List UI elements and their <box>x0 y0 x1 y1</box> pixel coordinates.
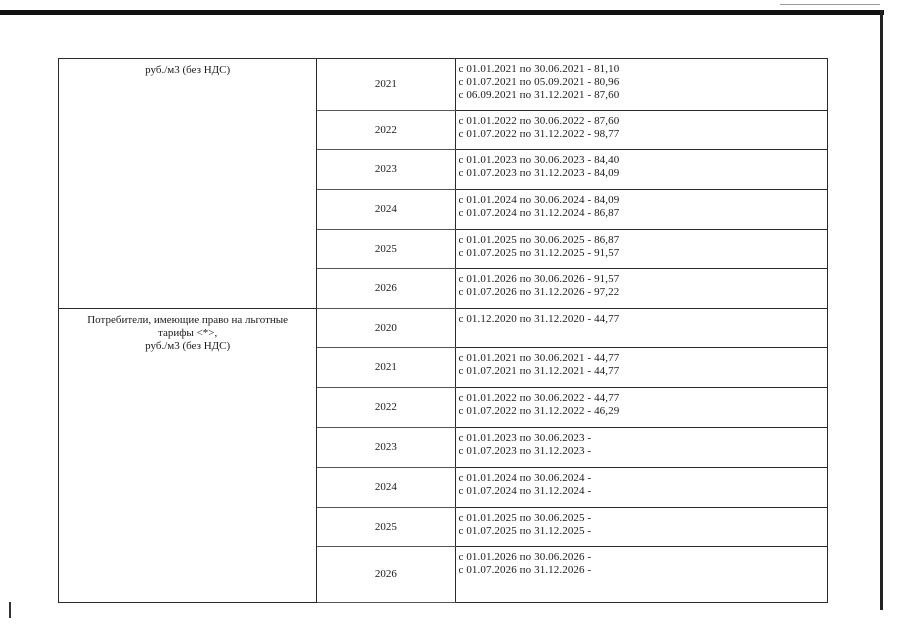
tariff-period-line: с 01.01.2026 по 30.06.2026 - <box>458 551 592 563</box>
tariff-table-body <box>59 59 828 603</box>
year-cell: 2026 <box>317 269 455 309</box>
scan-left-mark <box>9 602 11 618</box>
consumer-category-text: тарифы <*>, <box>158 327 218 339</box>
tariff-period-line: с 01.07.2021 по 31.12.2021 - 44,77 <box>458 365 620 377</box>
year-cell: 2025 <box>317 508 455 547</box>
tariff-periods-cell <box>455 428 828 468</box>
year-cell: 2024 <box>317 190 455 230</box>
tariff-periods-cell <box>455 59 828 111</box>
tariff-period-line: с 06.09.2021 по 31.12.2021 - 87,60 <box>458 89 620 101</box>
consumer-category-text: руб./м3 (без НДС) <box>145 340 231 352</box>
year-cell: 2022 <box>317 388 455 428</box>
tariff-period-line: с 01.01.2021 по 30.06.2021 - 44,77 <box>458 352 620 364</box>
year-cell: 2023 <box>317 428 455 468</box>
scan-top-hairline <box>780 4 880 5</box>
year-cell: 2023 <box>317 150 455 190</box>
tariff-periods-cell <box>455 309 828 348</box>
year-cell: 2025 <box>317 230 455 269</box>
tariff-periods-cell <box>455 269 828 309</box>
tariff-period-line: с 01.01.2025 по 30.06.2025 - 86,87 <box>458 234 620 246</box>
tariff-periods-cell <box>455 348 828 388</box>
year-cell: 2021 <box>317 348 455 388</box>
tariff-period-line: с 01.07.2023 по 31.12.2023 - 84,09 <box>458 167 620 179</box>
tariff-period-line: с 01.07.2022 по 31.12.2022 - 46,29 <box>458 405 620 417</box>
tariff-period-line: с 01.07.2026 по 31.12.2026 - <box>458 564 592 576</box>
year-cell: 2021 <box>317 59 455 111</box>
tariff-period-line: с 01.01.2022 по 30.06.2022 - 87,60 <box>458 115 620 127</box>
scan-top-border <box>0 10 884 15</box>
tariff-period-line: с 01.07.2024 по 31.12.2024 - <box>458 485 592 497</box>
tariff-periods-cell <box>455 190 828 230</box>
tariff-period-line: с 01.01.2023 по 30.06.2023 - <box>458 432 592 444</box>
tariff-period-line: с 01.01.2026 по 30.06.2026 - 91,57 <box>458 273 620 285</box>
tariff-period-line: с 01.01.2022 по 30.06.2022 - 44,77 <box>458 392 620 404</box>
table-row <box>59 59 828 111</box>
tariff-period-line: с 01.12.2020 по 31.12.2020 - 44,77 <box>458 313 620 325</box>
table-row <box>59 309 828 348</box>
year-cell: 2026 <box>317 547 455 603</box>
tariff-periods-cell <box>455 547 828 603</box>
tariff-periods-cell <box>455 150 828 190</box>
consumer-category-text: руб./м3 (без НДС) <box>145 64 231 76</box>
tariff-period-line: с 01.01.2023 по 30.06.2023 - 84,40 <box>458 154 620 166</box>
tariff-periods-cell <box>455 111 828 150</box>
tariff-period-line: с 01.07.2023 по 31.12.2023 - <box>458 445 592 457</box>
consumer-category-cell <box>59 309 317 603</box>
tariff-period-line: с 01.07.2021 по 05.09.2021 - 80,96 <box>458 76 620 88</box>
tariff-periods-cell <box>455 388 828 428</box>
year-cell: 2020 <box>317 309 455 348</box>
tariff-period-line: с 01.01.2025 по 30.06.2025 - <box>458 512 592 524</box>
consumer-category-cell <box>59 59 317 309</box>
tariff-periods-cell <box>455 230 828 269</box>
consumer-category-text: Потребители, имеющие право на льготные <box>87 314 289 326</box>
tariff-period-line: с 01.07.2026 по 31.12.2026 - 97,22 <box>458 286 620 298</box>
scan-right-border <box>880 10 883 610</box>
tariff-period-line: с 01.07.2024 по 31.12.2024 - 86,87 <box>458 207 620 219</box>
year-cell: 2022 <box>317 111 455 150</box>
tariff-period-line: с 01.01.2021 по 30.06.2021 - 81,10 <box>458 63 620 75</box>
tariff-period-line: с 01.07.2025 по 31.12.2025 - <box>458 525 592 537</box>
tariff-table <box>58 58 828 603</box>
year-cell: 2024 <box>317 468 455 508</box>
tariff-periods-cell <box>455 508 828 547</box>
tariff-period-line: с 01.07.2022 по 31.12.2022 - 98,77 <box>458 128 620 140</box>
tariff-period-line: с 01.01.2024 по 30.06.2024 - 84,09 <box>458 194 620 206</box>
tariff-periods-cell <box>455 468 828 508</box>
tariff-period-line: с 01.01.2024 по 30.06.2024 - <box>458 472 592 484</box>
tariff-period-line: с 01.07.2025 по 31.12.2025 - 91,57 <box>458 247 620 259</box>
